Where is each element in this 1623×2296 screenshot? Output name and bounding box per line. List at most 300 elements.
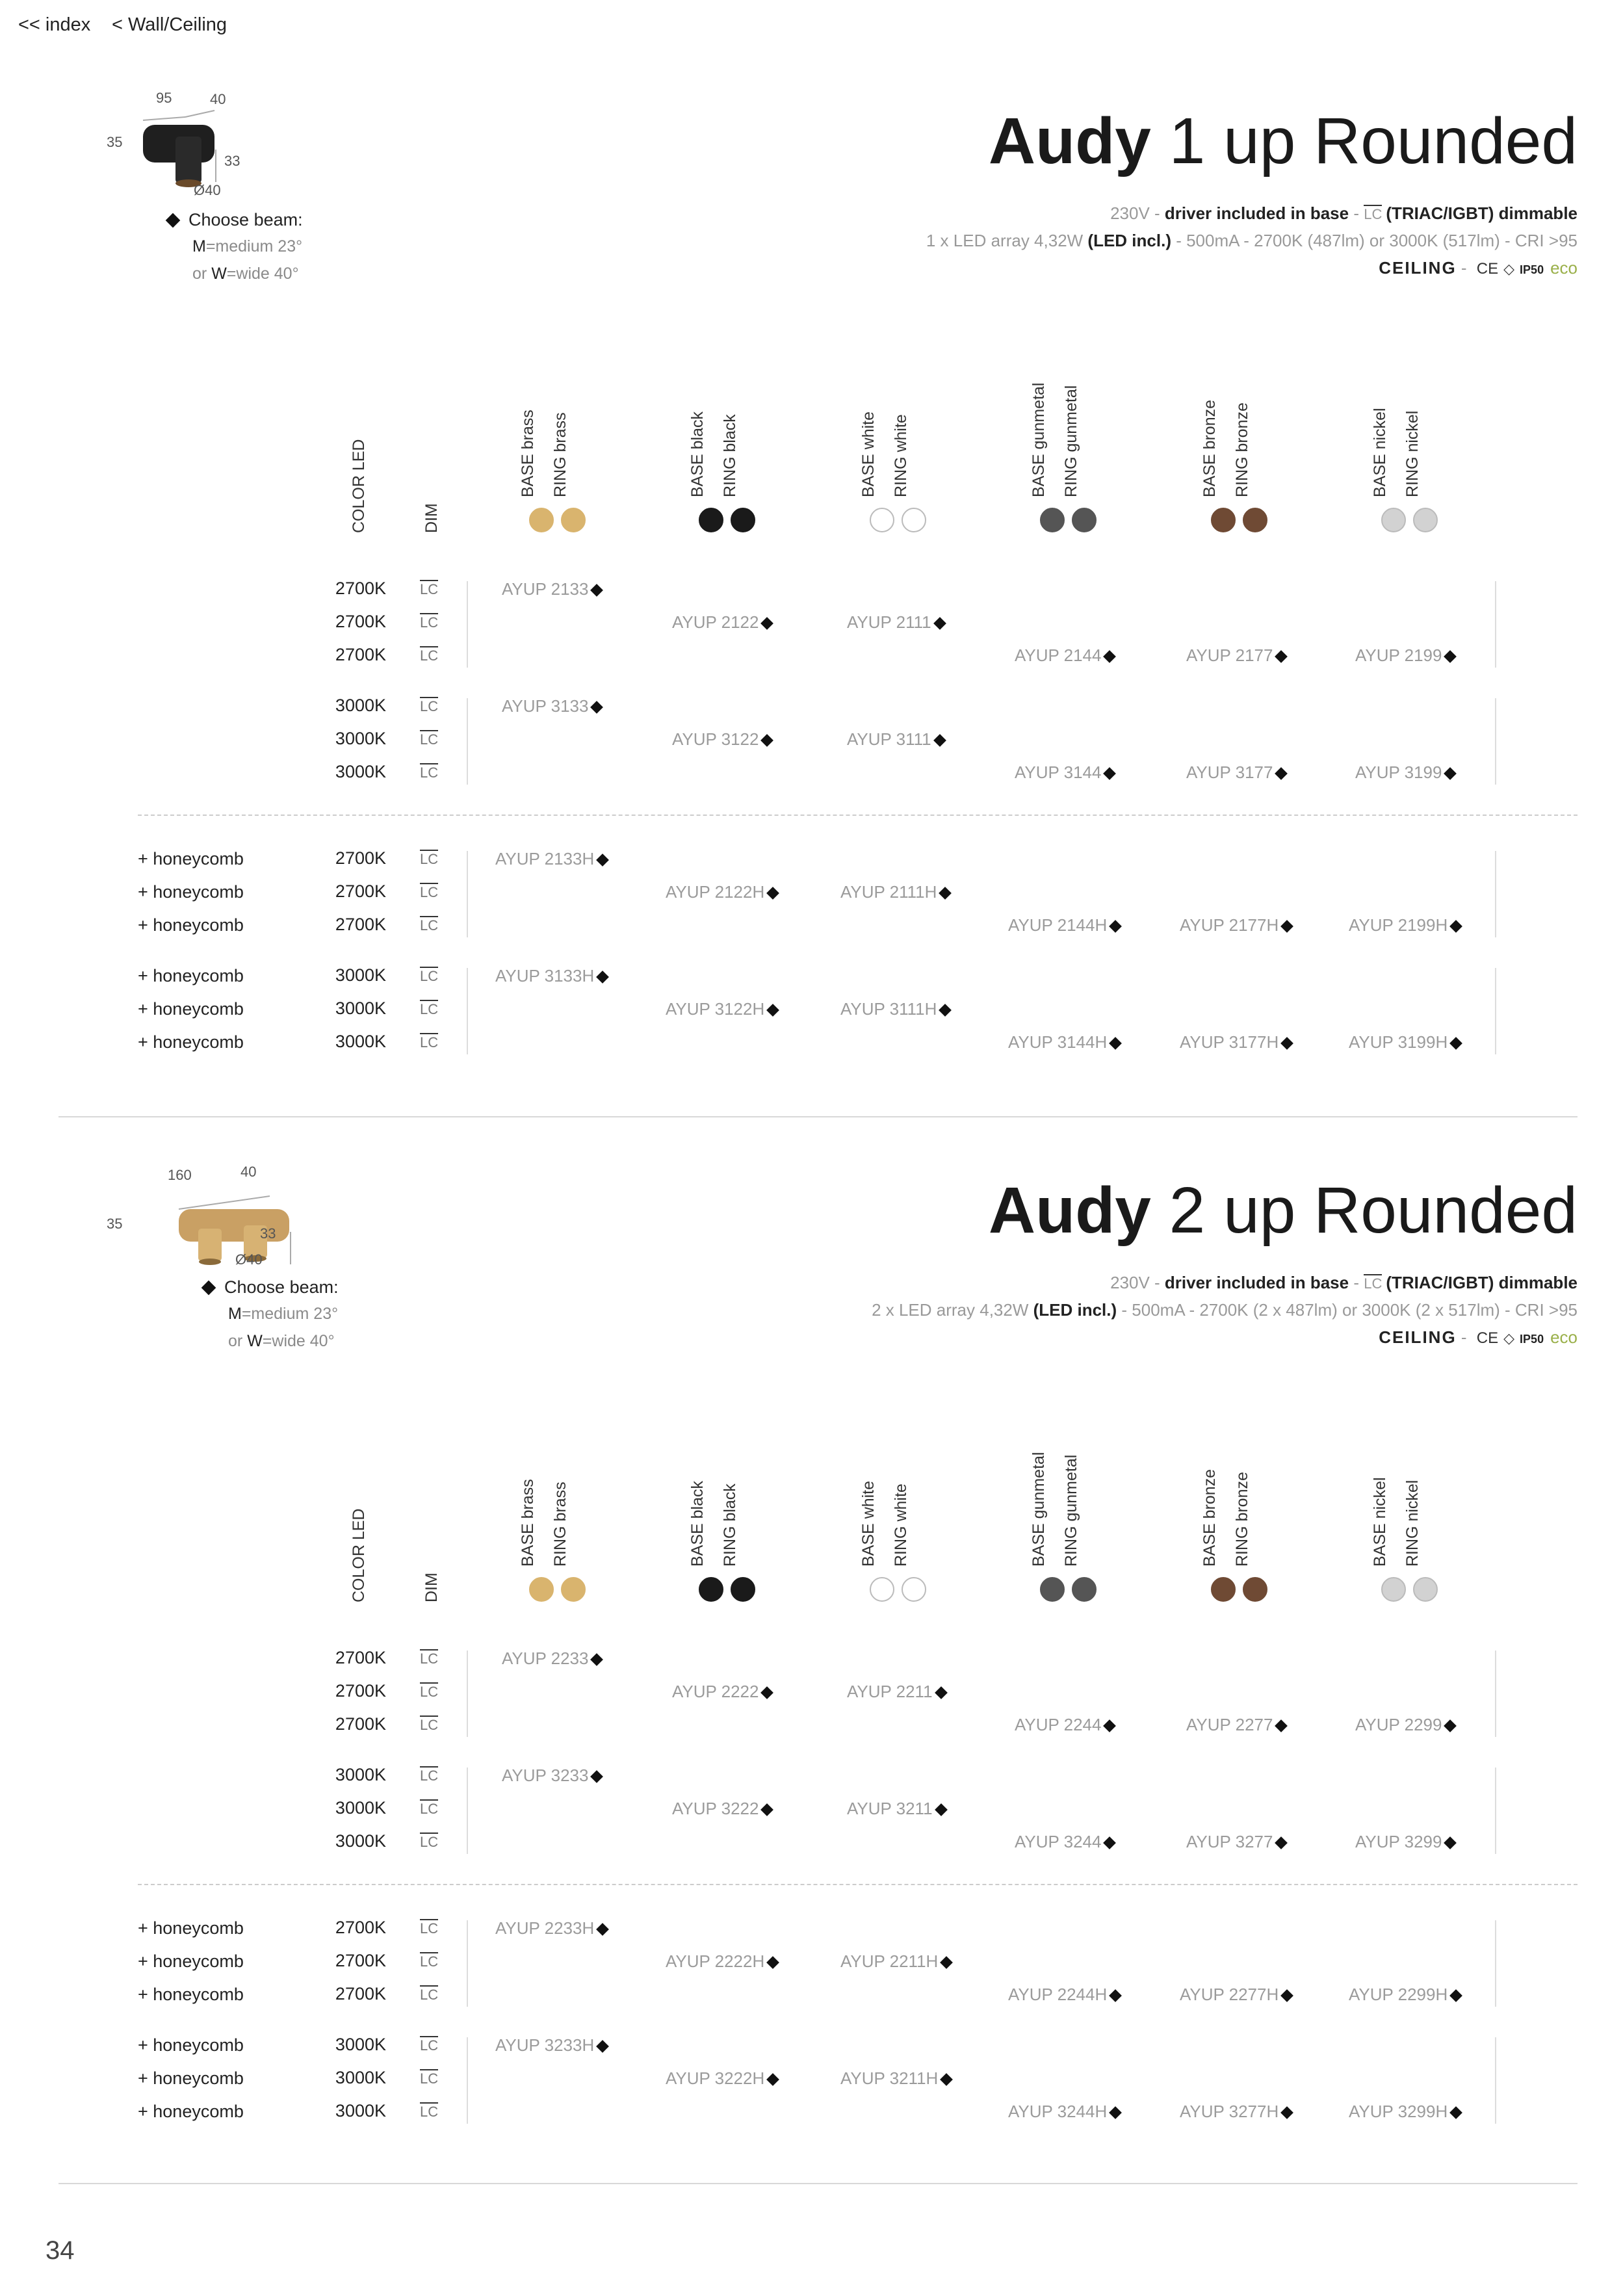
product-code-text: AYUP 2133H [495, 849, 595, 868]
column-header-ring: RING black [721, 1483, 739, 1567]
group-divider-right [1495, 1920, 1496, 2007]
finish-swatch-black [699, 1577, 723, 1602]
column-header-dim: DIM [422, 1572, 441, 1602]
product-code-text: AYUP 3111H [840, 999, 937, 1019]
column-header-ring: RING white [892, 1483, 910, 1567]
product-code-text: AYUP 2222H [666, 1951, 765, 1971]
product-code-text: AYUP 2277 [1186, 1715, 1273, 1734]
product-code[interactable] [1355, 646, 1455, 666]
color-temperature: 3000K [335, 762, 386, 781]
honeycomb-separator [138, 1884, 1578, 1885]
finish-swatch-nickel [1381, 1577, 1406, 1602]
diamond-icon [1280, 1989, 1293, 2002]
product-code[interactable] [1180, 1032, 1292, 1052]
diamond-icon [766, 887, 779, 900]
diamond-icon [1109, 1989, 1122, 2002]
product-code[interactable] [502, 1766, 601, 1786]
honeycomb-label: + honeycomb [138, 1985, 244, 2004]
product-code[interactable] [495, 2035, 607, 2055]
column-header-base: BASE gunmetal [1030, 382, 1048, 497]
spec-voltage: 230V - [1110, 203, 1165, 223]
dimmable-lc-icon: LC [420, 1768, 439, 1784]
group-divider-left [467, 851, 468, 937]
dim-spot-height: 33 [260, 1225, 276, 1242]
group-divider-left [467, 1768, 468, 1854]
honeycomb-label: + honeycomb [138, 2102, 244, 2121]
product-title [989, 104, 1578, 179]
product-code[interactable] [1186, 763, 1286, 783]
product-code[interactable] [1008, 1032, 1120, 1052]
dimmable-lc-icon: LC [420, 1717, 439, 1733]
dimmable-lc-icon: LC [420, 698, 439, 714]
color-temperature: 2700K [335, 848, 386, 868]
product-code[interactable] [1186, 1832, 1286, 1852]
group-divider-right [1495, 1768, 1496, 1854]
color-temperature: 2700K [335, 1951, 386, 1970]
product-code[interactable] [1180, 2102, 1292, 2122]
product-code[interactable] [672, 1799, 772, 1819]
product-code[interactable] [666, 882, 777, 902]
column-header-ring: RING black [721, 414, 739, 497]
diamond-icon [591, 701, 604, 714]
diamond-icon [766, 1004, 779, 1017]
product-code[interactable] [1355, 1832, 1455, 1852]
product-code-text: AYUP 2299H [1349, 1985, 1448, 2004]
column-header-dim: DIM [422, 503, 441, 533]
product-code[interactable] [1186, 646, 1286, 666]
honeycomb-label: + honeycomb [138, 1951, 244, 1971]
diamond-icon [1444, 1719, 1457, 1732]
product-code[interactable] [1008, 1985, 1120, 2005]
product-code[interactable] [1015, 1832, 1114, 1852]
beam-medium [192, 237, 302, 256]
product-code-text: AYUP 3211H [840, 2068, 939, 2088]
finish-swatch-bronze [1211, 1577, 1236, 1602]
color-temperature: 3000K [335, 1798, 386, 1818]
diamond-icon [766, 1956, 779, 1969]
product-code[interactable] [495, 966, 607, 986]
product-code-text: AYUP 3277 [1186, 1832, 1273, 1851]
product-code[interactable] [1008, 915, 1120, 935]
product-code[interactable] [502, 579, 601, 599]
column-header-base: BASE nickel [1371, 408, 1389, 497]
product-code[interactable] [847, 1799, 946, 1819]
diamond-icon [1449, 2106, 1462, 2119]
finish-swatch-bronze [1243, 508, 1267, 532]
finish-swatch-bronze [1211, 508, 1236, 532]
finish-swatch-nickel [1381, 508, 1406, 532]
product-code-text: AYUP 3199 [1355, 763, 1442, 782]
product-code[interactable] [847, 612, 944, 633]
spec-led-detail: - 500mA - 2700K (2 x 487lm) or 3000K (2 x 517lm) - CRI >95 [1117, 1300, 1578, 1320]
diamond-icon [933, 734, 946, 747]
product-code[interactable] [840, 882, 950, 902]
product-code[interactable] [502, 696, 601, 716]
color-temperature: 3000K [335, 998, 386, 1018]
column-header-ring: RING bronze [1233, 1472, 1251, 1567]
product-code[interactable] [847, 729, 944, 750]
spec-dimmable: (TRIAC/IGBT) dimmable [1386, 203, 1578, 223]
spec-led: 1 x LED array 4,32W [926, 231, 1088, 250]
diamond-icon [591, 1770, 604, 1783]
finish-swatch-bronze [1243, 1577, 1267, 1602]
product-code[interactable] [1349, 1985, 1461, 2005]
product-code[interactable] [1355, 1715, 1455, 1735]
finish-swatch-nickel [1413, 1577, 1438, 1602]
color-temperature: 2700K [335, 612, 386, 631]
spec-sep: - [1349, 203, 1364, 223]
beam-medium-text: =medium 23° [205, 237, 303, 255]
product-code-text: AYUP 2211 [847, 1682, 933, 1701]
eco-icon: eco [1550, 1327, 1578, 1347]
dimmable-icon: LC [1364, 206, 1383, 222]
product-code-text: AYUP 2144H [1008, 915, 1108, 935]
product-title-bold: Audy [988, 105, 1151, 177]
spec-line-led [926, 231, 1578, 251]
spec-voltage: 230V - [1110, 1273, 1165, 1292]
column-header-base: BASE black [688, 411, 707, 497]
product-code[interactable] [1180, 1985, 1292, 2005]
dimmable-lc-icon: LC [420, 1001, 439, 1017]
index-link[interactable]: << index [18, 14, 91, 35]
group-divider-left [467, 1650, 468, 1737]
product-code-text: AYUP 2122H [666, 882, 765, 902]
spec-driver: driver included in base [1164, 1273, 1349, 1292]
diamond-icon [1109, 2106, 1122, 2119]
finish-swatch-gunmetal [1072, 1577, 1097, 1602]
honeycomb-label: + honeycomb [138, 966, 244, 985]
diamond-icon [1109, 1037, 1122, 1050]
finish-swatch-white [902, 1577, 926, 1602]
diamond-icon [591, 584, 604, 597]
honeycomb-label: + honeycomb [138, 2035, 244, 2055]
ip-rating: IP50 [1520, 263, 1544, 276]
spec-line-led [872, 1300, 1578, 1320]
product-code-text: AYUP 3111 [847, 729, 931, 749]
product-code[interactable] [1349, 1032, 1461, 1052]
spec-sep: - [1456, 1327, 1472, 1347]
product-code-text: AYUP 2233 [502, 1649, 589, 1668]
spec-sep: - [1456, 258, 1472, 278]
section-divider [58, 1116, 1578, 1117]
column-header-base: BASE bronze [1201, 399, 1219, 497]
diamond-icon [940, 1956, 953, 1969]
product-code-text: AYUP 3244 [1015, 1832, 1102, 1851]
column-header-ring: RING gunmetal [1062, 1454, 1080, 1567]
product-code-text: AYUP 2111 [847, 612, 931, 632]
product-code[interactable] [666, 999, 777, 1019]
diamond-icon [939, 1004, 952, 1017]
diamond-icon [1104, 767, 1117, 780]
product-code-text: AYUP 3222H [666, 2068, 765, 2088]
diamond-icon [1280, 920, 1293, 933]
dimmable-lc-icon: LC [420, 917, 439, 933]
dim-spot-height: 33 [224, 153, 240, 169]
product-code-text: AYUP 3177 [1186, 763, 1273, 782]
dim-width: 95 [156, 90, 172, 106]
dimmable-lc-icon: LC [420, 1920, 439, 1937]
product-code-text: AYUP 3233H [495, 2035, 595, 2055]
color-temperature: 3000K [335, 965, 386, 985]
product-code-text: AYUP 2199 [1355, 646, 1442, 665]
column-header-base: BASE black [688, 1480, 707, 1567]
color-temperature: 3000K [335, 696, 386, 715]
product-code-text: AYUP 2144 [1015, 646, 1102, 665]
column-header-base: BASE brass [519, 410, 537, 497]
product-code-text: AYUP 2244H [1008, 1985, 1108, 2004]
dimmable-lc-icon: LC [420, 1684, 439, 1700]
class-icon: ◇ [1503, 1330, 1515, 1346]
product-code[interactable] [1008, 2102, 1120, 2122]
diamond-icon [940, 2073, 953, 2086]
diamond-icon [1280, 2106, 1293, 2119]
beam-wide-key: W [211, 265, 227, 283]
diamond-icon [1275, 767, 1288, 780]
color-temperature: 3000K [335, 2068, 386, 2087]
color-temperature: 2700K [335, 881, 386, 901]
product-code-text: AYUP 2133 [502, 579, 589, 599]
finish-swatch-brass [561, 1577, 586, 1602]
product-title-bold: Audy [988, 1174, 1151, 1247]
product-code[interactable] [672, 729, 772, 750]
dimmable-lc-icon: LC [420, 2104, 439, 2120]
color-temperature: 3000K [335, 2035, 386, 2054]
finish-swatch-white [870, 1577, 894, 1602]
product-section [0, 0, 1623, 1066]
dimmable-lc-icon: LC [420, 1834, 439, 1850]
diamond-icon [1280, 1037, 1293, 1050]
diamond-icon [761, 617, 774, 630]
finish-swatch-white [870, 508, 894, 532]
product-code[interactable] [666, 2068, 777, 2089]
ce-icon: CE [1476, 260, 1499, 278]
group-divider-left [467, 698, 468, 785]
dimmable-lc-icon: LC [420, 764, 439, 781]
product-code-text: AYUP 3133 [502, 696, 589, 716]
diamond-icon [1109, 920, 1122, 933]
honeycomb-separator [138, 815, 1578, 816]
group-divider-right [1495, 1650, 1496, 1737]
beam-wide [228, 1332, 335, 1351]
product-code[interactable] [1015, 646, 1114, 666]
dimmable-lc-icon: LC [420, 581, 439, 597]
diamond-icon [766, 2073, 779, 2086]
spec-line-driver [1110, 1273, 1578, 1293]
product-code-text: AYUP 2199H [1349, 915, 1448, 935]
product-code[interactable] [666, 1951, 777, 1972]
honeycomb-label: + honeycomb [138, 915, 244, 935]
page-number: 34 [45, 2236, 75, 2265]
dimmable-lc-icon: LC [420, 1034, 439, 1050]
diamond-icon [596, 2040, 609, 2053]
product-section [0, 1069, 1623, 2135]
product-code-text: AYUP 3211 [847, 1799, 933, 1818]
beam-wide-prefix: or [228, 1332, 248, 1350]
diamond-icon [166, 213, 181, 228]
honeycomb-label: + honeycomb [138, 2068, 244, 2088]
color-temperature: 3000K [335, 1765, 386, 1784]
finish-swatch-black [731, 1577, 755, 1602]
product-code[interactable] [840, 2068, 951, 2089]
column-header-base: BASE bronze [1201, 1468, 1219, 1567]
diamond-icon [596, 1923, 609, 1936]
product-code[interactable] [840, 999, 950, 1019]
product-code-text: AYUP 3177H [1180, 1032, 1279, 1052]
finish-swatch-brass [529, 508, 554, 532]
honeycomb-label: + honeycomb [138, 999, 244, 1019]
product-code[interactable] [1355, 763, 1455, 783]
product-code-text: AYUP 2277H [1180, 1985, 1279, 2004]
dim-height: 35 [107, 134, 123, 150]
beam-medium-text: =medium 23° [241, 1305, 339, 1323]
finish-swatch-black [731, 508, 755, 532]
color-temperature: 2700K [335, 1681, 386, 1701]
group-divider-right [1495, 851, 1496, 937]
product-code-text: AYUP 3122H [666, 999, 765, 1019]
spec-driver: driver included in base [1164, 203, 1349, 223]
spec-led: 2 x LED array 4,32W [872, 1300, 1033, 1320]
diamond-icon [933, 617, 946, 630]
color-temperature: 3000K [335, 729, 386, 748]
product-code-text: AYUP 3122 [672, 729, 759, 749]
dimmable-lc-icon: LC [420, 1650, 439, 1667]
product-code[interactable] [1349, 2102, 1461, 2122]
column-header-ring: RING bronze [1233, 402, 1251, 497]
spec-line-mount [1379, 258, 1578, 278]
product-code-text: AYUP 2211H [840, 1951, 939, 1971]
beam-wide-prefix: or [192, 265, 212, 283]
product-code[interactable] [840, 1951, 951, 1972]
beam-wide-text: =wide 40° [226, 265, 299, 283]
finish-swatch-gunmetal [1040, 508, 1065, 532]
color-temperature: 3000K [335, 2101, 386, 2120]
spec-line-mount [1379, 1327, 1578, 1348]
beam-wide [192, 265, 299, 283]
spec-led-detail: - 500mA - 2700K (487lm) or 3000K (517lm) - CRI >95 [1171, 231, 1578, 250]
column-header-base: BASE white [859, 1480, 877, 1567]
product-code-text: AYUP 3277H [1180, 2102, 1279, 2121]
spec-dimmable: (TRIAC/IGBT) dimmable [1386, 1273, 1578, 1292]
dimmable-lc-icon: LC [420, 1987, 439, 2003]
diamond-icon [1444, 650, 1457, 663]
honeycomb-label: + honeycomb [138, 1918, 244, 1938]
diamond-icon [1275, 1836, 1288, 1849]
diamond-icon [935, 1803, 948, 1816]
column-header-ring: RING brass [551, 412, 569, 497]
product-code[interactable] [847, 1682, 946, 1702]
product-code[interactable] [495, 1918, 607, 1938]
color-temperature: 2700K [335, 645, 386, 664]
product-code-text: AYUP 2244 [1015, 1715, 1102, 1734]
column-header-color-led: COLOR LED [350, 1508, 368, 1602]
diamond-icon [939, 887, 952, 900]
wall-ceiling-link[interactable]: < Wall/Ceiling [112, 14, 227, 35]
product-code[interactable] [1186, 1715, 1286, 1735]
product-code-text: AYUP 3133H [495, 966, 595, 985]
product-title-rest: 1 up Rounded [1150, 105, 1578, 177]
finish-swatch-black [699, 508, 723, 532]
dimmable-lc-icon: LC [420, 851, 439, 867]
product-code[interactable] [1015, 763, 1114, 783]
product-code-text: AYUP 3299H [1349, 2102, 1448, 2121]
product-code[interactable] [502, 1649, 601, 1669]
diamond-icon [1449, 1037, 1462, 1050]
beam-wide-key: W [247, 1332, 263, 1350]
column-header-ring: RING gunmetal [1062, 385, 1080, 497]
dimmable-lc-icon: LC [420, 968, 439, 984]
finish-swatch-nickel [1413, 508, 1438, 532]
finish-swatch-gunmetal [1040, 1577, 1065, 1602]
product-code[interactable] [1349, 915, 1461, 935]
dimmable-lc-icon: LC [420, 614, 439, 631]
diamond-icon [596, 854, 609, 867]
group-divider-right [1495, 968, 1496, 1054]
ce-icon: CE [1476, 1329, 1499, 1347]
color-temperature: 3000K [335, 1032, 386, 1051]
diamond-icon [591, 1653, 604, 1666]
group-divider-left [467, 2037, 468, 2124]
product-code[interactable] [1180, 915, 1292, 935]
product-code[interactable] [672, 1682, 772, 1702]
product-code[interactable] [1015, 1715, 1114, 1735]
color-temperature: 2700K [335, 1918, 386, 1937]
diamond-icon [1104, 650, 1117, 663]
color-temperature: 2700K [335, 915, 386, 934]
eco-icon: eco [1550, 258, 1578, 278]
dimmable-lc-icon: LC [420, 2037, 439, 2054]
product-code-text: AYUP 3299 [1355, 1832, 1442, 1851]
product-code-text: AYUP 2222 [672, 1682, 759, 1701]
finish-swatch-white [902, 508, 926, 532]
honeycomb-label: + honeycomb [138, 882, 244, 902]
group-divider-right [1495, 2037, 1496, 2124]
beam-wide-text: =wide 40° [262, 1332, 335, 1350]
column-header-ring: RING nickel [1403, 1480, 1422, 1567]
section-divider [58, 2183, 1578, 2184]
color-temperature: 2700K [335, 1648, 386, 1667]
diamond-icon [1444, 767, 1457, 780]
spec-led-incl: (LED incl.) [1087, 231, 1171, 250]
beam-medium [228, 1305, 338, 1324]
column-header-ring: RING white [892, 414, 910, 497]
diamond-icon [761, 734, 774, 747]
color-temperature: 2700K [335, 579, 386, 598]
honeycomb-label: + honeycomb [138, 849, 244, 868]
beam-title: Choose beam: [224, 1277, 339, 1297]
diamond-icon [1104, 1836, 1117, 1849]
product-code-text: AYUP 2111H [840, 882, 937, 902]
dimmable-lc-icon: LC [420, 884, 439, 900]
product-code[interactable] [495, 849, 607, 869]
column-header-base: BASE gunmetal [1030, 1452, 1048, 1567]
group-divider-right [1495, 698, 1496, 785]
spec-ceiling: CEILING [1379, 1327, 1457, 1347]
group-divider-left [467, 581, 468, 668]
dimmable-lc-icon: LC [420, 731, 439, 748]
diamond-icon [1104, 1719, 1117, 1732]
column-header-base: BASE brass [519, 1479, 537, 1567]
dim-depth: 40 [240, 1164, 257, 1180]
diamond-icon [1449, 1989, 1462, 2002]
product-code-text: AYUP 3144H [1008, 1032, 1108, 1052]
column-header-color-led: COLOR LED [350, 439, 368, 533]
product-code[interactable] [672, 612, 772, 633]
spec-sep: - [1349, 1273, 1364, 1292]
color-temperature: 2700K [335, 1714, 386, 1734]
diamond-icon [1275, 1719, 1288, 1732]
diamond-icon [761, 1803, 774, 1816]
color-temperature: 2700K [335, 1984, 386, 2003]
